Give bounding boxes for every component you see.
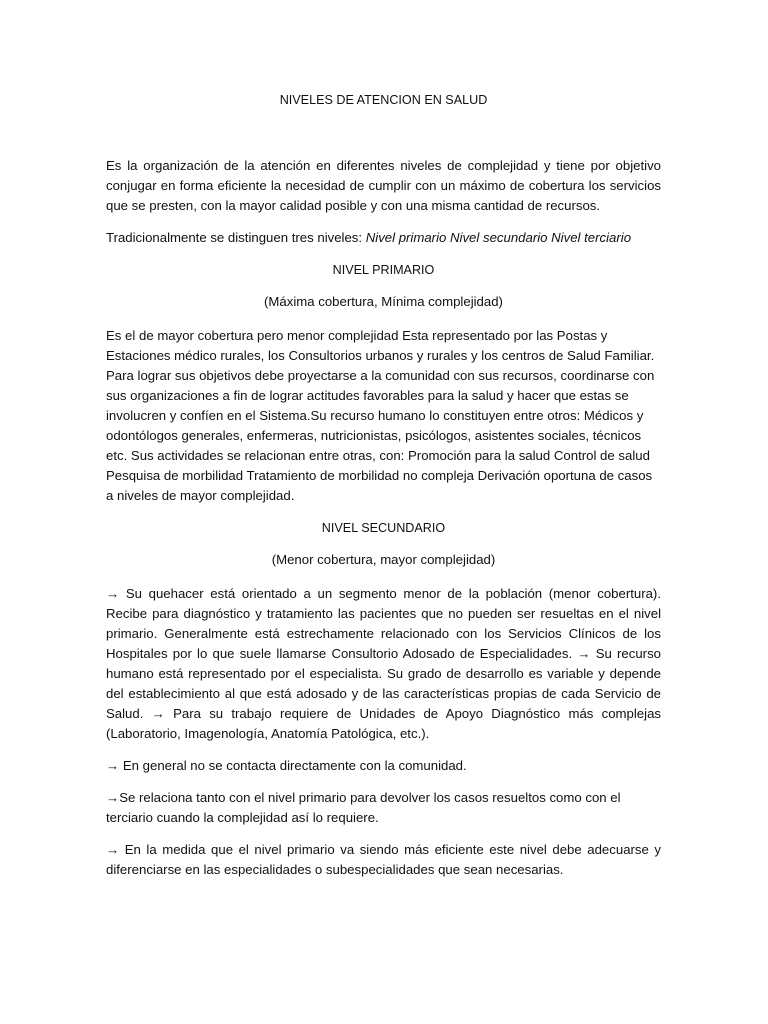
secondary-paragraph-3: →Se relaciona tanto con el nivel primario para devolver los casos resueltos como con el terciario cuando la complejidad así lo requiere. bbox=[106, 790, 621, 825]
secondary-heading: NIVEL SECUNDARIO bbox=[321, 521, 446, 535]
document-page bbox=[106, 90, 661, 892]
secondary-paragraph-4: → En la medida que el nivel primario va siendo más eficiente este nivel debe adecuarse y diferenciarse en las especialidades o subespecialidades que sean necesarias. bbox=[106, 842, 661, 877]
primary-body: Es el de mayor cobertura pero menor complejidad Esta representado por las Postas y Estaciones médico rurales, los Consultorios urbanos y rurales y los centros de Salud Familiar. Para lograr sus objetivos debe proyectarse a la comunidad con sus recursos, coordinarse con sus organizaciones a fin de lograr actitudes favorables para la salud y hacer que estas se involucren y confíen en el Sistema.Su recurso humano lo constituyen entre otros: Médicos y odontólogos generales, enfermeras, nutricionistas, psicólogos, asistentes sociales, técnicos etc. Sus actividades se relacionan entre otras, con: Promoción para la salud Control de salud Pesquisa de morbilidad Tratamiento de morbilidad no compleja Derivación oportuna de casos a niveles de mayor complejidad. bbox=[106, 328, 655, 503]
intro-paragraph: Es la organización de la atención en diferentes niveles de complejidad y tiene por objetivo conjugar en forma eficiente la necesidad de cumplir con un máximo de cobertura los servicios que se presten, con la mayor calidad posible y con una misma cantidad de recursos. bbox=[106, 158, 661, 213]
primary-heading: NIVEL PRIMARIO bbox=[332, 263, 435, 277]
primary-subheading: (Máxima cobertura, Mínima complejidad) bbox=[264, 294, 503, 309]
levels-prefix: Tradicionalmente se distinguen tres niveles: bbox=[106, 230, 366, 245]
document-title: NIVELES DE ATENCION EN SALUD bbox=[279, 93, 488, 107]
secondary-paragraph-2: → En general no se contacta directamente con la comunidad. bbox=[106, 758, 467, 773]
secondary-paragraph-1: → Su quehacer está orientado a un segmento menor de la población (menor cobertura). Recibe para diagnóstico y tratamiento las pacientes que no pueden ser resueltas en el nivel primario. Generalmente está estrechamente relacionado con los Servicios Clínicos de los Hospitales por lo que suele llamarse Consultorio Adosado de Especialidades. → Su recurso humano está representado por el especialista. Su grado de desarrollo es variable y depende del establecimiento al que está adosado y de las características propias de cada Servicio de Salud. → Para su trabajo requiere de Unidades de Apoyo Diagnóstico más complejas (Laboratorio, Imagenología, Anatomía Patológica, etc.). bbox=[106, 586, 661, 741]
secondary-subheading: (Menor cobertura, mayor complejidad) bbox=[271, 552, 496, 567]
levels-list: Nivel primario Nivel secundario Nivel terciario bbox=[365, 230, 632, 245]
levels-paragraph bbox=[106, 228, 661, 248]
